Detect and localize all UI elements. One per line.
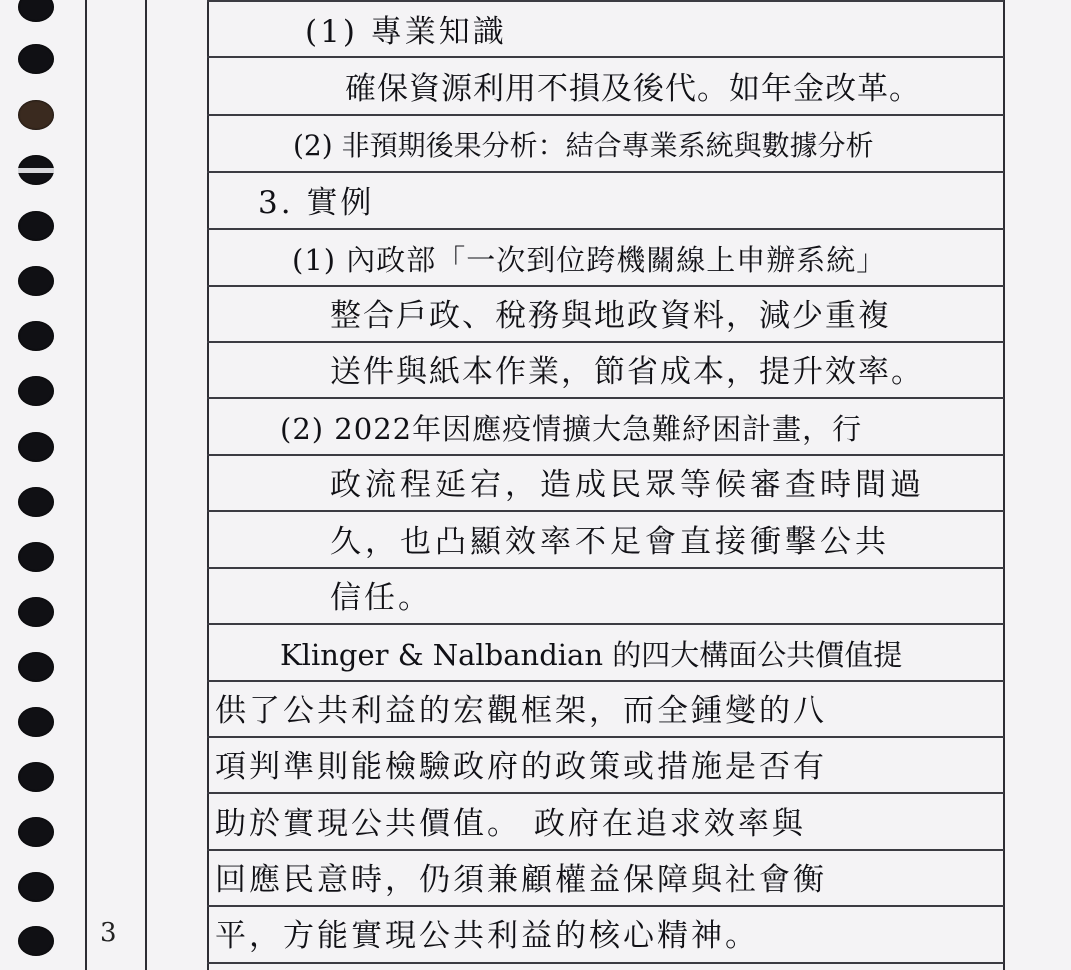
note-line: 送件與紙本作業，節省成本，提升效率。 xyxy=(330,354,924,390)
ruled-line xyxy=(207,567,1004,569)
right-edge-line xyxy=(1003,0,1005,970)
note-line: (2) 2022年因應疫情擴大急難紓困計畫，行 xyxy=(280,412,863,446)
note-line: 久，也凸顯效率不足會直接衝擊公共 xyxy=(330,524,890,560)
binder-hole xyxy=(18,100,54,130)
binder-hole xyxy=(18,707,54,737)
note-line: 助於實現公共價值。 政府在追求效率與 xyxy=(215,806,806,842)
note-line: (2) 非預期後果分析：結合專業系統與數據分析 xyxy=(293,129,874,162)
note-line: 政流程延宕，造成民眾等候審查時間過 xyxy=(330,467,925,503)
note-line: 供了公共利益的宏觀框架，而全鍾燮的八 xyxy=(215,693,827,729)
binder-hole xyxy=(18,762,54,792)
ruled-line xyxy=(207,114,1004,116)
ruled-line xyxy=(207,228,1004,230)
note-line: 確保資源利用不損及後代。如年金改革。 xyxy=(345,71,921,107)
ruled-line xyxy=(207,171,1004,173)
note-line: (1) 內政部「一次到位跨機關線上申辦系統」 xyxy=(292,243,887,277)
ruled-line xyxy=(207,285,1004,287)
margin-line-right xyxy=(145,0,147,970)
binder-hole xyxy=(18,872,54,902)
binder-hole xyxy=(18,155,54,185)
ruled-line xyxy=(207,56,1004,58)
ruled-line xyxy=(207,341,1004,343)
binder-hole xyxy=(18,321,54,351)
binder-hole xyxy=(18,487,54,517)
binder-hole xyxy=(18,376,54,406)
binder-hole xyxy=(18,542,54,572)
binder-hole xyxy=(18,266,54,296)
page-number: 3 xyxy=(100,918,117,948)
binder-hole xyxy=(18,0,54,22)
ruled-line xyxy=(207,510,1004,512)
ruled-line xyxy=(207,454,1004,456)
binder-hole xyxy=(18,432,54,462)
text-margin-line xyxy=(207,0,209,970)
binder-hole xyxy=(18,597,54,627)
ruled-line xyxy=(207,962,1004,964)
note-line: (1) 專業知識 xyxy=(305,14,507,50)
note-line: Klinger & Nalbandian 的四大構面公共價值提 xyxy=(280,638,903,672)
binder-hole xyxy=(18,817,54,847)
ruled-line xyxy=(207,736,1004,738)
note-line: 回應民意時，仍須兼顧權益保障與社會衡 xyxy=(215,862,827,898)
note-line: 項判準則能檢驗政府的政策或措施是否有 xyxy=(215,749,827,785)
margin-line-left xyxy=(85,0,87,970)
ruled-line xyxy=(207,905,1004,907)
note-line: 整合戶政、稅務與地政資料，減少重複 xyxy=(330,298,891,334)
binder-hole xyxy=(18,211,54,241)
binder-hole xyxy=(18,44,54,74)
binder-hole xyxy=(18,652,54,682)
ruled-line xyxy=(207,680,1004,682)
ruled-line xyxy=(207,0,1004,2)
note-line: 3. 實例 xyxy=(258,185,375,221)
binder-hole xyxy=(18,926,54,956)
note-line: 平，方能實現公共利益的核心精神。 xyxy=(215,918,759,954)
ruled-line xyxy=(207,623,1004,625)
note-line: 信任。 xyxy=(330,580,432,616)
ruled-line xyxy=(207,792,1004,794)
ruled-line xyxy=(207,397,1004,399)
ruled-line xyxy=(207,849,1004,851)
